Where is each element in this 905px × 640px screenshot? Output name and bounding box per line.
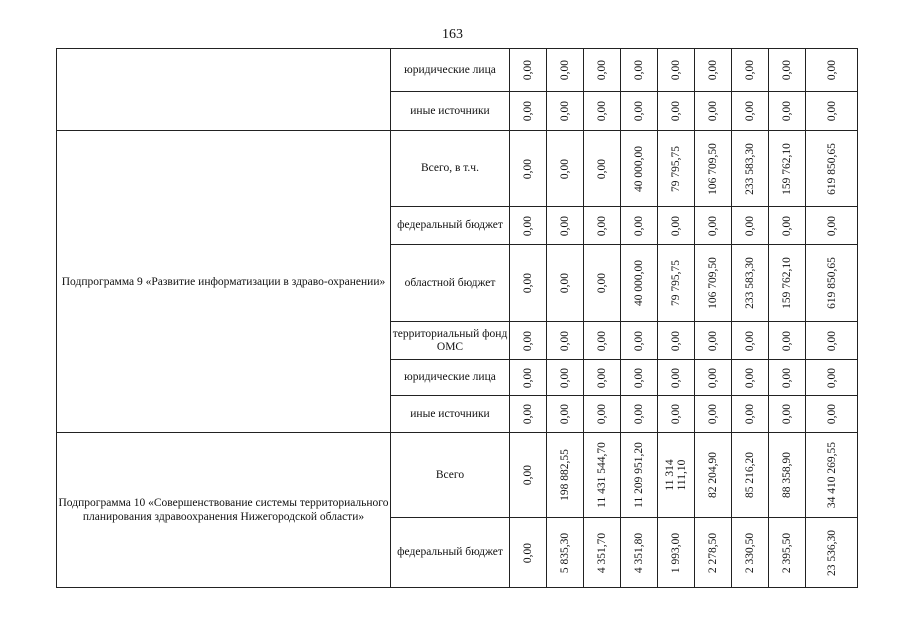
- value-cell: 0,00: [510, 49, 547, 92]
- value-cell: 0,00: [769, 360, 806, 396]
- value-cell: 0,00: [584, 92, 621, 131]
- value-cell: 0,00: [547, 245, 584, 322]
- value-cell: 0,00: [732, 396, 769, 433]
- value-cell: 40 000,00: [621, 131, 658, 207]
- value-cell: 159 762,10: [769, 131, 806, 207]
- value-cell: 0,00: [584, 207, 621, 245]
- value-cell: 0,00: [547, 49, 584, 92]
- source-label: федеральный бюджет: [391, 518, 510, 588]
- value-cell: 0,00: [806, 396, 858, 433]
- value-cell: 0,00: [695, 360, 732, 396]
- value-cell: 0,00: [510, 207, 547, 245]
- value-cell: 0,00: [732, 207, 769, 245]
- value-cell: 0,00: [547, 92, 584, 131]
- value-cell: 0,00: [732, 322, 769, 360]
- table-row: [57, 131, 858, 207]
- value-cell: 2 395,50: [769, 518, 806, 588]
- page-number: 163: [442, 27, 463, 42]
- value-cell: 0,00: [584, 360, 621, 396]
- value-cell: 0,00: [510, 92, 547, 131]
- value-cell: 11 431 544,70: [584, 433, 621, 518]
- value-cell: 0,00: [769, 396, 806, 433]
- value-cell: 619 850,65: [806, 245, 858, 322]
- value-cell: 0,00: [658, 322, 695, 360]
- value-cell: 0,00: [547, 360, 584, 396]
- source-label: юридические лица: [391, 360, 510, 396]
- value-cell: 0,00: [584, 396, 621, 433]
- value-cell: 0,00: [621, 49, 658, 92]
- value-cell: 0,00: [510, 245, 547, 322]
- value-cell: 0,00: [658, 92, 695, 131]
- source-label: Всего, в т.ч.: [391, 131, 510, 207]
- source-label: областной бюджет: [391, 245, 510, 322]
- value-cell: 0,00: [584, 245, 621, 322]
- value-cell: 619 850,65: [806, 131, 858, 207]
- source-label: территориальный фонд ОМС: [391, 322, 510, 360]
- value-cell: 0,00: [621, 396, 658, 433]
- value-cell: 0,00: [547, 322, 584, 360]
- value-cell: 233 583,30: [732, 131, 769, 207]
- value-cell: 0,00: [584, 131, 621, 207]
- value-cell: 0,00: [806, 360, 858, 396]
- value-cell: 0,00: [547, 396, 584, 433]
- value-cell: 0,00: [658, 360, 695, 396]
- value-cell: 0,00: [510, 433, 547, 518]
- value-cell: 2 278,50: [695, 518, 732, 588]
- value-cell: 0,00: [658, 207, 695, 245]
- value-cell: 0,00: [621, 360, 658, 396]
- value-cell: 106 709,50: [695, 131, 732, 207]
- value-cell: 0,00: [547, 207, 584, 245]
- value-cell: 0,00: [658, 396, 695, 433]
- value-cell: 23 536,30: [806, 518, 858, 588]
- value-cell: 0,00: [510, 396, 547, 433]
- value-cell: 34 410 269,55: [806, 433, 858, 518]
- value-cell: 233 583,30: [732, 245, 769, 322]
- value-cell: 0,00: [769, 92, 806, 131]
- value-cell: 11 209 951,20: [621, 433, 658, 518]
- value-cell: 4 351,70: [584, 518, 621, 588]
- value-cell: 159 762,10: [769, 245, 806, 322]
- value-cell: 88 358,90: [769, 433, 806, 518]
- value-cell: 0,00: [584, 49, 621, 92]
- value-cell: 0,00: [621, 207, 658, 245]
- value-cell: 4 351,80: [621, 518, 658, 588]
- value-cell: 0,00: [695, 49, 732, 92]
- source-label: Всего: [391, 433, 510, 518]
- source-label: иные источники: [391, 396, 510, 433]
- value-cell: 0,00: [584, 322, 621, 360]
- value-cell: 0,00: [806, 49, 858, 92]
- value-cell: 0,00: [695, 396, 732, 433]
- value-cell: 0,00: [658, 49, 695, 92]
- value-cell: 0,00: [510, 360, 547, 396]
- value-cell: 0,00: [732, 360, 769, 396]
- source-label: федеральный бюджет: [391, 207, 510, 245]
- value-cell: 0,00: [695, 92, 732, 131]
- value-cell: 0,00: [547, 131, 584, 207]
- source-label: юридические лица: [391, 49, 510, 92]
- value-cell: 0,00: [732, 92, 769, 131]
- value-cell: 106 709,50: [695, 245, 732, 322]
- source-label: иные источники: [391, 92, 510, 131]
- value-cell: 0,00: [621, 92, 658, 131]
- program-name-cell: Подпрограмма 10 «Совершенствование системы территориального планирования здравоохранения Нижегородской области»: [57, 433, 391, 588]
- table-row: [57, 433, 858, 518]
- table-row: [57, 49, 858, 92]
- value-cell: 0,00: [732, 49, 769, 92]
- value-cell: 0,00: [769, 322, 806, 360]
- program-name-cell: [57, 49, 391, 131]
- value-cell: 0,00: [806, 92, 858, 131]
- value-cell: 0,00: [806, 207, 858, 245]
- value-cell: 0,00: [510, 518, 547, 588]
- value-cell: 40 000,00: [621, 245, 658, 322]
- value-cell: 82 204,90: [695, 433, 732, 518]
- funding-table: [56, 48, 858, 588]
- value-cell: 2 330,50: [732, 518, 769, 588]
- value-cell: 0,00: [695, 207, 732, 245]
- value-cell: 0,00: [510, 322, 547, 360]
- value-cell: 79 795,75: [658, 245, 695, 322]
- value-cell: 0,00: [806, 322, 858, 360]
- program-name-cell: Подпрограмма 9 «Развитие информатизации в здраво-охранении»: [57, 131, 391, 433]
- value-cell: 0,00: [510, 131, 547, 207]
- value-cell: 11 314 111,10: [658, 433, 695, 518]
- value-cell: 198 882,55: [547, 433, 584, 518]
- value-cell: 79 795,75: [658, 131, 695, 207]
- value-cell: 0,00: [769, 49, 806, 92]
- value-cell: 85 216,20: [732, 433, 769, 518]
- value-cell: 1 993,00: [658, 518, 695, 588]
- value-cell: 0,00: [621, 322, 658, 360]
- value-cell: 5 835,30: [547, 518, 584, 588]
- value-cell: 0,00: [769, 207, 806, 245]
- value-cell: 0,00: [695, 322, 732, 360]
